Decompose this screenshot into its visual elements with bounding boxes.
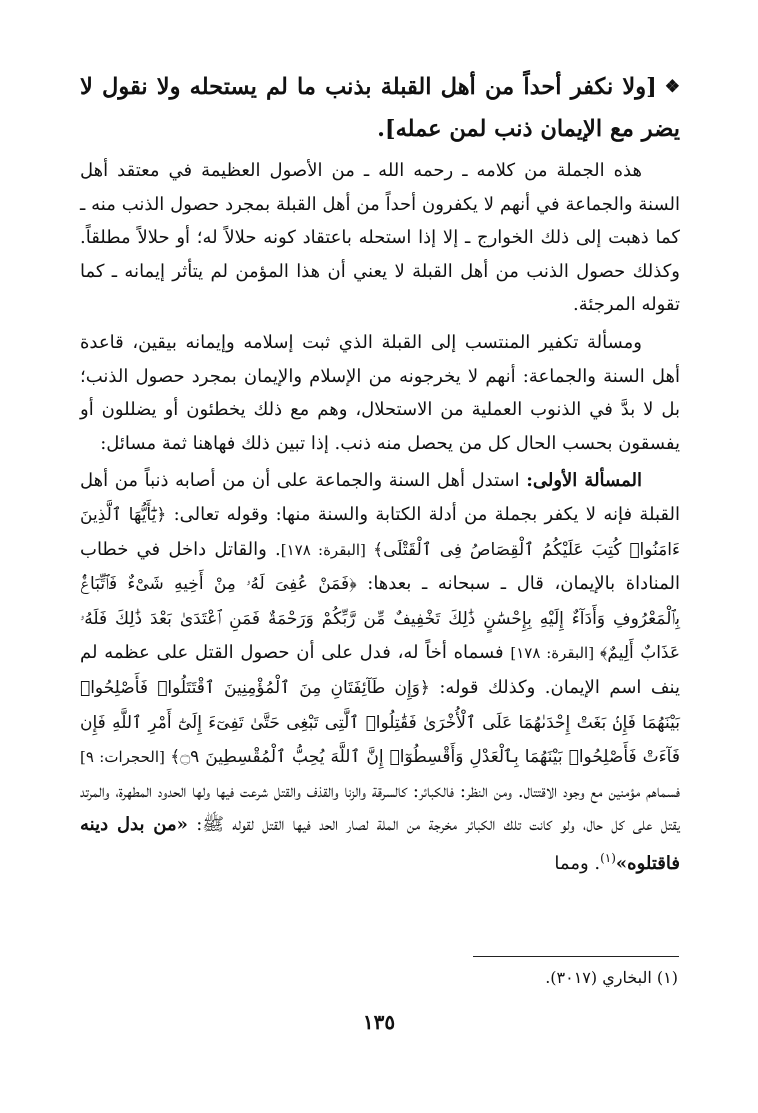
- heading-text: [ولا نكفر أحداً من أهل القبلة بذنب ما لم يستحله ولا نقول لا يضر مع الإيمان ذنب لمن عمله].: [80, 74, 680, 142]
- footnote-marker[interactable]: (١): [600, 850, 616, 865]
- diamond-cluster-icon: ❖: [664, 77, 680, 97]
- hadith-quote: «من بدل دينه فاقتلوه»: [80, 814, 680, 874]
- verse-reference-2: [البقرة: ١٧٨]: [510, 644, 600, 663]
- footnote: (١) البخاري (٣٠١٧).: [545, 968, 678, 987]
- paragraph-3-text-5: . ومما: [554, 852, 601, 874]
- verse-reference-3: [الحجرات: ٩]: [80, 748, 171, 767]
- paragraph-3-text-3: فسماه أخاً له، فدل على أن حصول القتل على عظمه لم ينف اسم الإيمان. وكذلك قوله:: [80, 642, 680, 698]
- paragraph-2: ومسألة تكفير المنتسب إلى القبلة الذي ثبت إسلامه وإيمانه بيقين، قاعدة أهل السنة والجماعة: أنهم لا يخرجونه من الإسلام والإيمان بمجرد حصول الذنب؛ بل لا بدَّ في الذنوب العملية من الاستحلال، وهم مع ذلك يخطئون أو يضللون أو يفسقون بحسب الحال كل من يحصل منه ذنب. إذا تبين ذلك فهاهنا ثمة مسائل:: [80, 331, 680, 454]
- paragraph-3-text-1: استدل أهل السنة والجماعة على أن من أصابه ذنباً من أهل القبلة فإنه لا يكفر بجملة من أدلة الكتابة والسنة منها: وقوله تعالى:: [80, 470, 680, 525]
- quran-verse-2: ﴿فَمَنْ عُفِىَ لَهُۥ مِنْ أَخِيهِ شَىْءٌ فَٱتِّبَاعٌۢ بِٱلْمَعْرُوفِ وَأَدَآءٌ إِلَيْهِ بِإِحْسَٰنٍ ذَٰلِكَ تَخْفِيفٌ مِّن رَّبِّكُمْ وَرَحْمَةٌ فَمَنِ ٱعْتَدَىٰ بَعْدَ ذَٰلِكَ فَلَهُۥ عَذَابٌ أَلِيمٌ﴾: [80, 574, 680, 664]
- paragraph-3: [80, 464, 680, 880]
- paragraph-3-text-2: . والقاتل داخل في خطاب المناداة بالإيمان، قال ـ سبحانه ـ بعدها:: [80, 538, 681, 595]
- page-body: [80, 66, 680, 884]
- issue-lead: المسألة الأولى:: [526, 470, 642, 492]
- quran-verse-1: ﴿يَٰٓأَيُّهَا ٱلَّذِينَ ءَامَنُوا۟ كُتِبَ عَلَيْكُمُ ٱلْقِصَاصُ فِى ٱلْقَتْلَى﴾: [80, 504, 680, 560]
- verse-reference-1: [البقرة: ١٧٨]: [280, 540, 374, 559]
- paragraph-1: هذه الجملة من كلامه ـ رحمه الله ـ من الأصول العظيمة في معتقد أهل السنة والجماعة في أنهم لا يكفرون أحداً من أهل القبلة بمجرد حصول الذنب منه ـ كما ذهبت إلى ذلك الخوارج ـ إلا إذا استحله باعتقاد كونه حلالاً له؛ أو حلالاً مطلقاً. وكذلك حصول الذنب من أهل القبلة لا يعني أن هذا المؤمن لم يتأثر إيمانه ـ كما تقوله المرجئة.: [80, 160, 680, 316]
- section-heading: [80, 66, 680, 150]
- footnote-divider: [473, 956, 679, 957]
- page-number: ١٣٥: [362, 1010, 396, 1034]
- quran-verse-3: ﴿وَإِن طَآئِفَتَانِ مِنَ ٱلْمُؤْمِنِينَ ٱقْتَتَلُوا۟ فَأَصْلِحُوا۟ بَيْنَهُمَا فَإِنۢ بَغَتْ إِحْدَىٰهُمَا عَلَى ٱلْأُخْرَىٰ فَقَٰتِلُوا۟ ٱلَّتِى تَبْغِى حَتَّىٰ تَفِىٓءَ إِلَىٰٓ أَمْرِ ٱللَّهِ فَإِن فَآءَتْ فَأَصْلِحُوا۟ بَيْنَهُمَا بِٱلْعَدْلِ وَأَقْسِطُوٓا۟ إِنَّ ٱللَّهَ يُحِبُّ ٱلْمُقْسِطِينَ ۝٩﴾: [80, 677, 680, 768]
- paragraph-3-text-4: فسماهم مؤمنين مع وجود الاقتتال. ومن النظر: فالكبائر: كالسرقة والزنا والقذف والقتل شرعت فيها ولها الحدود المطهرة، والمرتد يقتل على كل حال، ولو كانت تلك الكبائر مخرجة من الملة لصار الحد فيها القتل لقوله ﷺ:: [80, 780, 680, 836]
